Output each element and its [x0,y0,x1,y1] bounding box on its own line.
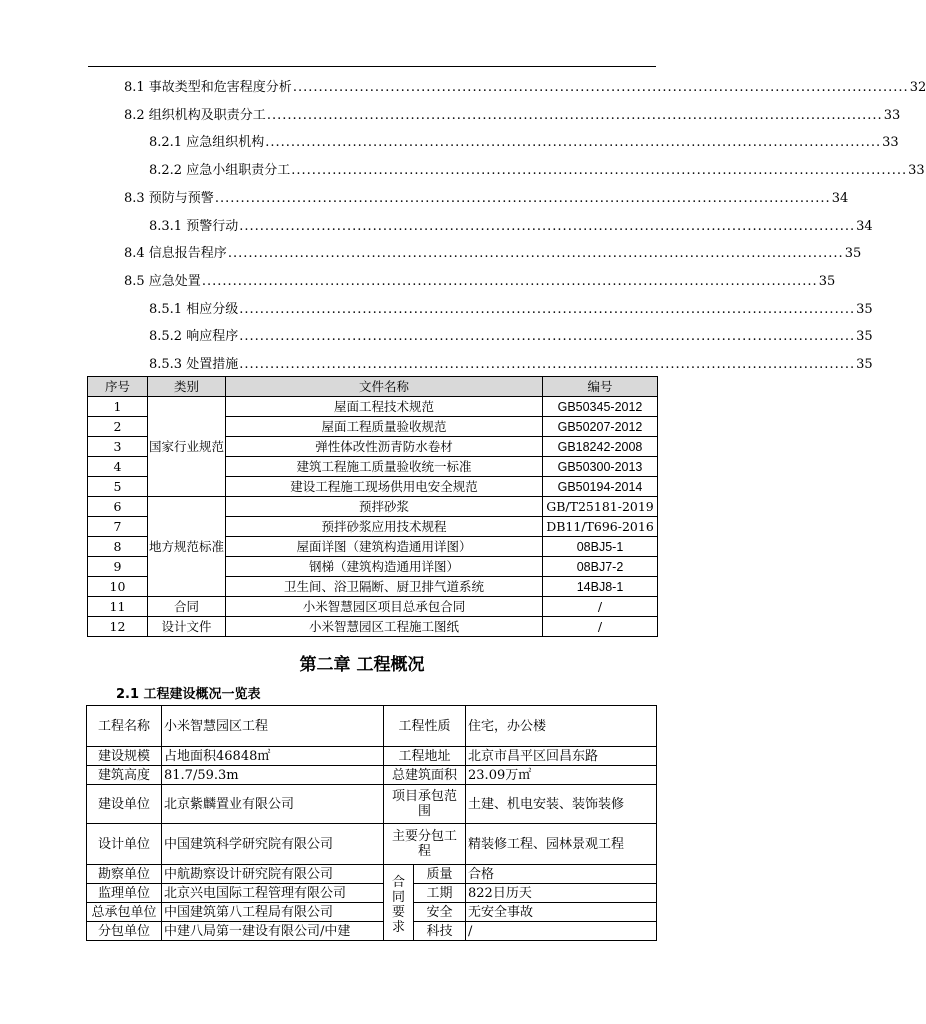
table-row [87,785,657,824]
toc-entry[interactable] [149,298,873,318]
toc-entry[interactable] [124,187,849,207]
sub-value: 精装修工程、园林景观工程 [466,824,657,865]
tech-value: / [466,922,657,941]
toc-entry[interactable] [124,270,836,290]
gc-value: 中国建筑第八工程局有限公司 [162,903,384,922]
table-row [88,617,658,637]
toc-entry-title: 8.5 应急处置 [124,274,201,289]
project-name-value: 小米智慧园区工程 [162,706,384,747]
supervisor-label: 监理单位 [87,884,162,903]
row-name: 弹性体改性沥青防水卷材 [226,437,543,457]
row-code: 14BJ8-1 [543,577,658,597]
row-no: 8 [88,537,148,557]
row-code: GB50300-2013 [543,457,658,477]
row-code: / [543,597,658,617]
sub-label: 主要分包工程 [384,824,466,865]
row-category: 合同 [148,597,226,617]
table-row [87,884,657,903]
owner-label: 建设单位 [87,785,162,824]
toc-entry[interactable] [124,104,901,124]
safety-value: 无安全事故 [466,903,657,922]
row-no: 10 [88,577,148,597]
row-no: 6 [88,497,148,517]
toc-entry-title: 8.2.1 应急组织机构 [149,135,265,150]
toc-entry-page: 35 [856,302,873,317]
toc-leader-dots: ........................................................................................................................ [265,135,882,150]
header-category: 类别 [148,377,226,397]
row-name: 小米智慧园区项目总承包合同 [226,597,543,617]
survey-value: 中航勘察设计研究院有限公司 [162,865,384,884]
row-code: / [543,617,658,637]
row-code: GB50207-2012 [543,417,658,437]
address-value: 北京市昌平区回昌东路 [466,747,657,766]
gc-label: 总承包单位 [87,903,162,922]
scale-label: 建设规模 [87,747,162,766]
toc-entry-title: 8.3 预防与预警 [124,191,214,206]
chapter-title: 第二章 工程概况 [299,655,425,675]
row-name: 建筑工程施工质量验收统一标准 [226,457,543,477]
toc-entry-page: 35 [856,357,873,372]
row-no: 4 [88,457,148,477]
section-title: 2.1 工程建设概况一览表 [116,687,261,702]
toc-entry[interactable] [149,215,873,235]
toc-entry-page: 33 [883,108,901,123]
header-code: 编号 [543,377,658,397]
toc-leader-dots: ........................................................................................................................ [239,329,856,344]
toc-entry-title: 8.4 信息报告程序 [124,246,227,261]
table-row [87,922,657,941]
row-no: 11 [88,597,148,617]
row-name: 建设工程施工现场供用电安全规范 [226,477,543,497]
safety-label: 安全 [414,903,466,922]
toc-entry-title: 8.5.3 处置措施 [149,357,239,372]
toc-entry-title: 8.1 事故类型和危害程度分析 [124,80,292,95]
toc-entry[interactable] [124,76,926,96]
table-row [87,865,657,884]
row-name: 小米智慧园区工程施工图纸 [226,617,543,637]
toc-entry[interactable] [124,242,862,262]
header-name: 文件名称 [226,377,543,397]
table-row [87,824,657,865]
header-no: 序号 [88,377,148,397]
row-no: 2 [88,417,148,437]
survey-label: 勘察单位 [87,865,162,884]
subc-label: 分包单位 [87,922,162,941]
supervisor-value: 北京兴电国际工程管理有限公司 [162,884,384,903]
area-value: 23.09万㎡ [466,766,657,785]
row-no: 9 [88,557,148,577]
row-name: 预拌砂浆 [226,497,543,517]
subc-value: 中建八局第一建设有限公司/中建 [162,922,384,941]
toc-entry-title: 8.3.1 预警行动 [149,219,239,234]
toc-leader-dots: ........................................................................................................................ [239,357,856,372]
toc-entry-title: 8.5.2 响应程序 [149,329,239,344]
row-no: 7 [88,517,148,537]
row-code: GB/T25181-2019 [543,497,658,517]
header-rule [88,66,656,67]
toc-leader-dots: ........................................................................................................................ [214,191,831,206]
toc-entry-page: 32 [909,80,926,95]
toc-entry-page: 35 [818,274,836,289]
row-name: 预拌砂浆应用技术规程 [226,517,543,537]
spec-table-header [88,377,658,397]
period-label: 工期 [414,884,466,903]
toc-entry-title: 8.2.2 应急小组职责分工 [149,163,291,178]
height-label: 建筑高度 [87,766,162,785]
designer-value: 中国建筑科学研究院有限公司 [162,824,384,865]
row-code: GB50194-2014 [543,477,658,497]
table-row [87,766,657,785]
row-code: GB18242-2008 [543,437,658,457]
contract-label: 合同要求 [384,865,414,941]
toc-entry-page: 33 [882,135,899,150]
toc-entry[interactable] [149,353,873,373]
row-name: 卫生间、浴卫隔断、厨卫排气道系统 [226,577,543,597]
toc-entry-page: 35 [856,329,873,344]
toc-entry[interactable] [149,159,925,179]
row-no: 5 [88,477,148,497]
toc-entry-page: 34 [831,191,849,206]
category-national: 国家行业规范 [148,397,226,497]
toc-leader-dots: ........................................................................................................................ [239,302,856,317]
row-name: 钢梯（建筑构造通用详图） [226,557,543,577]
nature-value: 住宅，办公楼 [466,706,657,747]
toc-entry[interactable] [149,325,873,345]
toc-entry-page: 33 [908,163,925,178]
scale-value: 占地面积46848㎡ [162,747,384,766]
address-label: 工程地址 [384,747,466,766]
row-no: 1 [88,397,148,417]
row-name: 屋面工程质量验收规范 [226,417,543,437]
row-name: 屋面详图（建筑构造通用详图） [226,537,543,557]
project-name-label: 工程名称 [87,706,162,747]
toc-leader-dots: ........................................................................................................................ [292,80,909,95]
area-label: 总建筑面积 [384,766,466,785]
row-code: 08BJ5-1 [543,537,658,557]
quality-label: 质量 [414,865,466,884]
row-no: 3 [88,437,148,457]
toc-leader-dots: ........................................................................................................................ [291,163,908,178]
quality-value: 合格 [466,865,657,884]
toc-leader-dots: ........................................................................................................................ [201,274,818,289]
category-local: 地方规范标准 [148,497,226,597]
toc-leader-dots: ........................................................................................................................ [227,246,844,261]
table-row [88,397,658,417]
row-name: 屋面工程技术规范 [226,397,543,417]
spec-table [87,376,658,637]
toc-entry[interactable] [149,131,899,151]
row-code: DB11/T696-2016 [543,517,658,537]
height-value: 81.7/59.3m [162,766,384,785]
row-no: 12 [88,617,148,637]
toc-leader-dots: ........................................................................................................................ [266,108,883,123]
table-row [87,747,657,766]
row-category: 设计文件 [148,617,226,637]
scope-label: 项目承包范围 [384,785,466,824]
toc-entry-title: 8.2 组织机构及职责分工 [124,108,266,123]
designer-label: 设计单位 [87,824,162,865]
row-code: 08BJ7-2 [543,557,658,577]
nature-label: 工程性质 [384,706,466,747]
table-row [88,597,658,617]
row-code: GB50345-2012 [543,397,658,417]
toc-entry-page: 34 [856,219,873,234]
table-row [87,706,657,747]
tech-label: 科技 [414,922,466,941]
toc-entry-page: 35 [844,246,862,261]
period-value: 822日历天 [466,884,657,903]
table-row [88,497,658,517]
table-row [87,903,657,922]
toc-entry-title: 8.5.1 相应分级 [149,302,239,317]
owner-value: 北京紫麟置业有限公司 [162,785,384,824]
overview-table [86,705,657,941]
scope-value: 土建、机电安装、装饰装修 [466,785,657,824]
toc-leader-dots: ........................................................................................................................ [239,219,856,234]
